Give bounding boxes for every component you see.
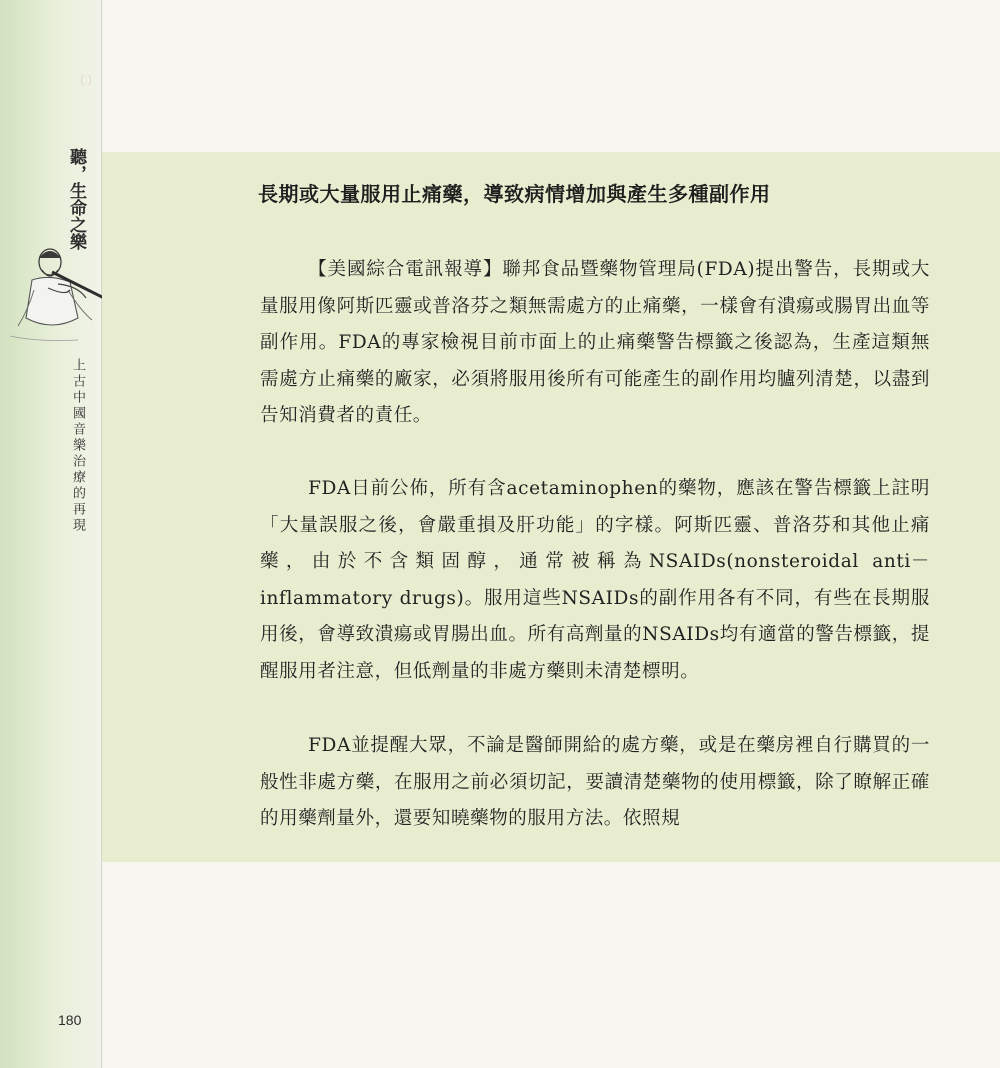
article-paragraph-1: 【美國綜合電訊報導】聯邦食品暨藥物管理局(FDA)提出警告，長期或大量服用像阿斯匹靈或普洛芬之類無需處方的止痛藥，一樣會有潰瘍或腸胃出血等副作用。FDA的專家檢視目前市面上的止痛藥警告標籤之後認為，生產這類無需處方止痛藥的廠家，必須將服用後所有可能產生的副作用均臚列清楚，以盡到告知消費者的責任。	[260, 259, 930, 426]
article-heading: 長期或大量服用止痛藥，導致病情增加與產生多種副作用	[258, 182, 771, 206]
article-paragraph-3: FDA並提醒大眾，不論是醫師開給的處方藥，或是在藥房裡自行購買的一般性非處方藥，在服用之前必須切記，要讀清楚藥物的使用標籤，除了瞭解正確的用藥劑量外，還要知曉藥物的服用方法。依照規	[260, 735, 930, 829]
book-title: 聽，生命之樂	[66, 148, 86, 250]
book-subtitle: 上古中國音樂治療的再現	[70, 358, 85, 534]
article-paragraph-2: FDA日前公佈，所有含acetaminophen的藥物，應該在警告標籤上註明「大量誤服之後，會嚴重損及肝功能」的字樣。阿斯匹靈、普洛芬和其他止痛藥，由於不含類固醇，通常被稱為NSAIDs(nonsteroidal anti－inflammatory drugs)。服用這些NSAIDs的副作用各有不同，有些在長期服用後，會導致潰瘍或胃腸出血。所有高劑量的NSAIDs均有適當的警告標籤，提醒服用者注意，但低劑量的非處方藥則未清楚標明。	[260, 478, 930, 682]
section-mark: 〔 〕	[74, 76, 98, 87]
page-number: 180	[58, 1012, 82, 1028]
